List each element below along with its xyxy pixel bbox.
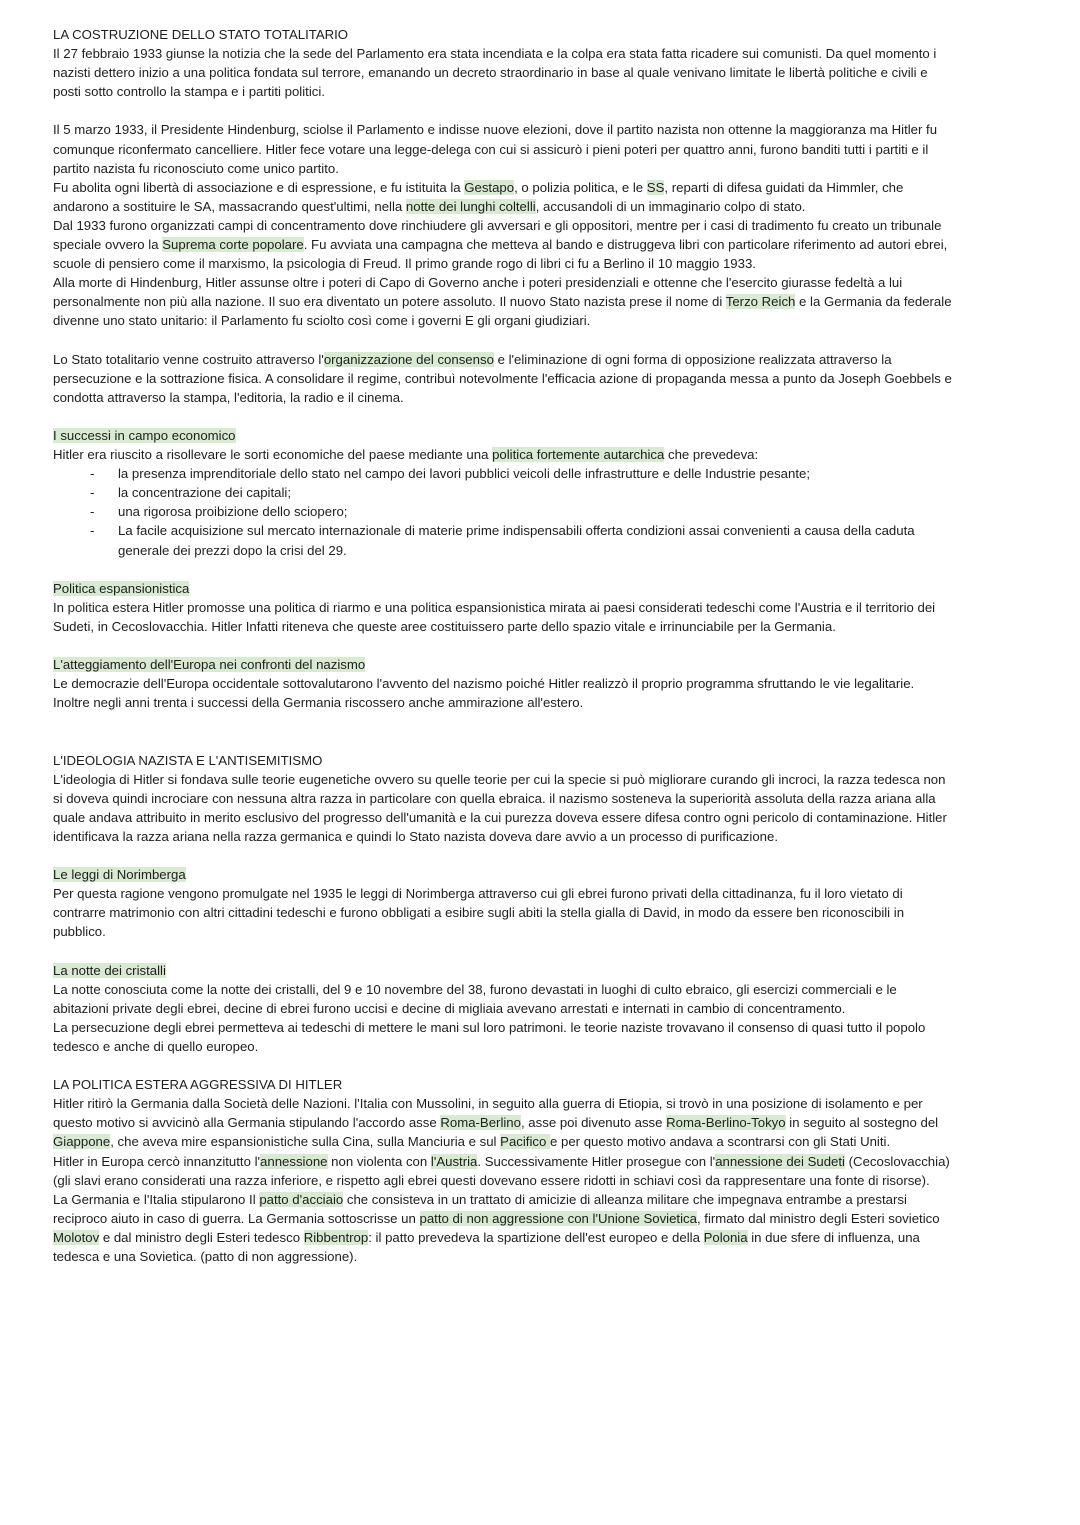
text-run: , asse poi divenuto asse: [520, 1115, 667, 1131]
subsection-title: [53, 961, 953, 980]
list-item: - la presenza imprenditoriale dello stato nel campo dei lavori pubblici veicoli delle infrastrutture e delle Industrie pesante;: [53, 464, 953, 483]
highlight-roma-berlino: Roma-Berlino: [440, 1115, 521, 1131]
text-run: e dal ministro degli Esteri tedesco: [99, 1229, 304, 1245]
text-run: Hitler era riuscito a risollevare le sorti economiche del paese mediante una: [53, 447, 493, 463]
text-run: Hitler ritirò la Germania dalla Società delle Nazioni. l'Italia con Mussolini, in seguito alla guerra di Etiopia, si trovò in una posizione di isolamento e per questo motivo si avvicinò alla Germania stipulando l'accordo asse: [53, 1096, 923, 1131]
paragraph: [53, 178, 953, 216]
highlight-ribbentrop: Ribbentrop: [303, 1229, 369, 1245]
paragraph: [53, 216, 953, 273]
document-page: [53, 25, 953, 1266]
highlight-austria: l'Austria: [430, 1153, 478, 1169]
subsection-title: [53, 426, 953, 445]
highlight-gestapo: Gestapo: [464, 179, 515, 195]
highlight-title: La notte dei cristalli: [53, 962, 166, 978]
text-run: Alla morte di Hindenburg, Hitler assunse oltre i poteri di Capo di Governo anche i poteri presidenziali e ottenne che l'esercito giurasse fedeltà a lui personalmente non più alla nazione. Il suo era diventato un potere assoluto. Il nuovo Stato nazista prese il nome di: [53, 275, 903, 310]
highlight-title: I successi in campo economico: [53, 427, 236, 443]
paragraph: [53, 273, 953, 330]
text-run: . Fu avviata una campagna che metteva al bando e distruggeva libri con particolare riferimento ad autori ebrei, scuole di pensiero come il marxismo, la psicologia di Freud. Il primo grande rogo di libri ci fu a Berlino il 10 maggio 1933.: [53, 237, 948, 272]
subsection-title: [53, 865, 953, 884]
paragraph: La notte conosciuta come la notte dei cristalli, del 9 e 10 novembre del 38, furono devastati in luoghi di culto ebraico, gli esercizi commerciali e le abitazioni private degli ebrei, decine di ebrei furono uccisi e decine di migliaia avevano arrestati e internati in cambio di concentramento.: [53, 981, 897, 1016]
text-run: che consisteva in un trattato di amicizie di alleanza militare che impegnava entrambe a prestarsi reciproco aiuto in caso di guerra. La Germania sottoscrisse un: [53, 1191, 907, 1226]
text-run: e per questo motivo andava a scontrarsi con gli Stati Uniti.: [550, 1134, 891, 1150]
text-run: (Cecoslovacchia) (gli slavi erano considerati una razza inferiore, e rispetto agli ebrei questi dovevano essere ridotti in schiavi così da rappresentare una fonte di risorse).: [53, 1153, 950, 1188]
text-run: , reparti di difesa guidati da Himmler, che andarono a sostituire le SA, massacrando quest'ultimi, nella: [53, 179, 904, 214]
text-run: , o polizia politica, e le: [514, 179, 647, 195]
text-run: , accusandoli di un immaginario colpo di stato.: [535, 198, 806, 214]
subsection-title: [53, 655, 953, 674]
paragraph: L'ideologia di Hitler si fondava sulle teorie eugenetiche ovvero su quelle teorie per cui la specie si può migliorare curando gli incroci, la razza tedesca non si doveva quindi incrociare con nessuna altra razza in particolare con quella ebraica. il nazismo sosteneva la superiorità assoluta della razza ariana alla quale andava attribuito in merito esclusivo del progresso dell'umanità e la cui purezza doveva essere difesa contro ogni pericolo di contaminazione. Hitler identificava la razza ariana nella razza germanica e quindi lo Stato nazista doveva dare avvio a un processo di purificazione.: [53, 771, 947, 844]
text-run: in due sfere di influenza, una tedesca e una Sovietica. (patto di non aggressione).: [53, 1229, 920, 1264]
highlight-polonia: Polonia: [703, 1229, 748, 1245]
highlight-roma-berlino-tokyo: Roma-Berlino-Tokyo: [666, 1115, 786, 1131]
section-title: LA COSTRUZIONE DELLO STATO TOTALITARIO: [53, 27, 349, 42]
text-run: Fu abolita ogni libertà di associazione e di espressione, e fu istituita la: [53, 179, 465, 195]
text-run: che prevedeva:: [664, 447, 759, 463]
highlight-notte-lunghi-coltelli: notte dei lunghi coltelli: [405, 198, 536, 214]
paragraph: [53, 1094, 953, 1151]
highlight-politica-autarchica: politica fortemente autarchica: [492, 447, 665, 463]
highlight-organizzazione-consenso: organizzazione del consenso: [323, 351, 494, 367]
text-run: La Germania e l'Italia stipularono Il: [53, 1191, 260, 1207]
list-item: - la concentrazione dei capitali;: [53, 483, 953, 502]
text-run: : il patto prevedeva la spartizione dell'est europeo e della: [368, 1229, 704, 1245]
list-item: - La facile acquisizione sul mercato internazionale di materie prime indispensabili offerta condizioni assai convenienti a causa della caduta generale dei prezzi dopo la crisi del 29.: [53, 521, 953, 559]
section-title: L'IDEOLOGIA NAZISTA E L'ANTISEMITISMO: [53, 752, 323, 768]
highlight-annessione: annessione: [260, 1153, 328, 1169]
text-run: , firmato dal ministro degli Esteri sovietico: [696, 1210, 940, 1226]
highlight-title: Le leggi di Norimberga: [53, 867, 186, 883]
section-title: LA POLITICA ESTERA AGGRESSIVA DI HITLER: [53, 1077, 343, 1093]
paragraph: [53, 1190, 953, 1266]
text-run: Dal 1933 furono organizzati campi di concentramento dove rinchiudere gli avversari e gli oppositori, mentre per i casi di tradimento fu creato un tribunale speciale ovvero la: [53, 217, 942, 253]
subsection-title: [53, 579, 953, 598]
highlight-title: Politica espansionistica: [53, 580, 190, 596]
bullet-list: [53, 464, 953, 559]
text-run: in seguito al sostegno del: [785, 1115, 939, 1131]
highlight-title: L'atteggiamento dell'Europa nei confronti del nazismo: [53, 657, 366, 673]
highlight-patto-non-aggressione: patto di non aggressione con l'Unione Sovietica: [419, 1210, 697, 1226]
highlight-giappone: Giappone: [53, 1134, 111, 1150]
text-run: Lo Stato totalitario venne costruito attraverso l': [53, 351, 324, 367]
highlight-annessione-sudeti: annessione dei Sudeti: [715, 1153, 845, 1169]
paragraph: Il 27 febbraio 1933 giunse la notizia che la sede del Parlamento era stata incendiata e la colpa era stata fatta ricadere sui comunisti. Da quel momento i nazisti dettero inizio a una politica fondata sul terrore, emanando un decreto straordinario in base al quale venivano limitate le libertà politiche e civili e posti sotto controllo la stampa e i partiti politici.: [53, 46, 937, 100]
paragraph: La persecuzione degli ebrei permetteva ai tedeschi di mettere le mani sul loro patrimoni. le teorie naziste trovavano il consenso di quasi tutto il popolo tedesco e anche di quello europeo.: [53, 1019, 926, 1054]
highlight-suprema-corte: Suprema corte popolare: [162, 237, 304, 253]
text-run: , che aveva mire espansionistiche sulla Cina, sulla Manciuria e sul: [110, 1134, 501, 1150]
list-item: - una rigorosa proibizione dello sciopero;: [53, 502, 953, 521]
text-run: Hitler in Europa cercò innanzitutto l': [53, 1153, 261, 1169]
paragraph: Le democrazie dell'Europa occidentale sottovalutarono l'avvento del nazismo poiché Hitler realizzò il proprio programma sfruttando le vie legalitarie. Inoltre negli anni trenta i successi della Germania riscossero anche ammirazione all'estero.: [53, 676, 915, 711]
highlight-ss: SS: [646, 179, 665, 195]
highlight-pacifico: Pacifico: [500, 1134, 550, 1150]
text-run: . Successivamente Hitler prosegue con l': [477, 1153, 716, 1169]
paragraph: [53, 445, 953, 464]
highlight-terzo-reich: Terzo Reich: [725, 294, 796, 310]
text-run: e l'eliminazione di ogni forma di opposizione realizzata attraverso la persecuzione e la sottrazione fisica. A consolidare il regime, contribuì notevolmente l'efficacia azione di propaganda messa a punto da Joseph Goebbels e condotta attraverso la stampa, l'editoria, la radio e il cinema.: [53, 351, 952, 405]
text-run: non violenta con: [327, 1153, 431, 1169]
highlight-patto-acciaio: patto d'acciaio: [259, 1191, 344, 1207]
text-run: e la Germania da federale divenne uno stato unitario: il Parlamento fu sciolto così come i governi E gli organi giudiziari.: [53, 294, 952, 329]
highlight-molotov: Molotov: [53, 1229, 100, 1245]
paragraph: [53, 1152, 953, 1190]
paragraph: Per questa ragione vengono promulgate nel 1935 le leggi di Norimberga attraverso cui gli ebrei furono privati della cittadinanza, fu il loro vietato di contrarre matrimonio con altri cittadini tedeschi e furono obbligati a esibire sugli abiti la stella gialla di David, in modo da essere ben riconoscibili in pubblico.: [53, 886, 905, 940]
paragraph: In politica estera Hitler promosse una politica di riarmo e una politica espansionistica mirata ai paesi considerati tedeschi come l'Austria e il territorio dei Sudeti, in Cecoslovacchia. Hitler Infatti riteneva che queste aree costituissero parte dello spazio vitale e irrinunciabile per la Germania.: [53, 599, 936, 634]
paragraph: [53, 350, 953, 407]
paragraph: Il 5 marzo 1933, il Presidente Hindenburg, sciolse il Parlamento e indisse nuove elezioni, dove il partito nazista non ottenne la maggioranza ma Hitler fu comunque riconfermato cancelliere. Hitler fece votare una legge-delega con cui si assicurò i pieni poteri per quattro anni, furono banditi tutti i partiti e il partito nazista fu riconosciuto come unico partito.: [53, 122, 938, 176]
